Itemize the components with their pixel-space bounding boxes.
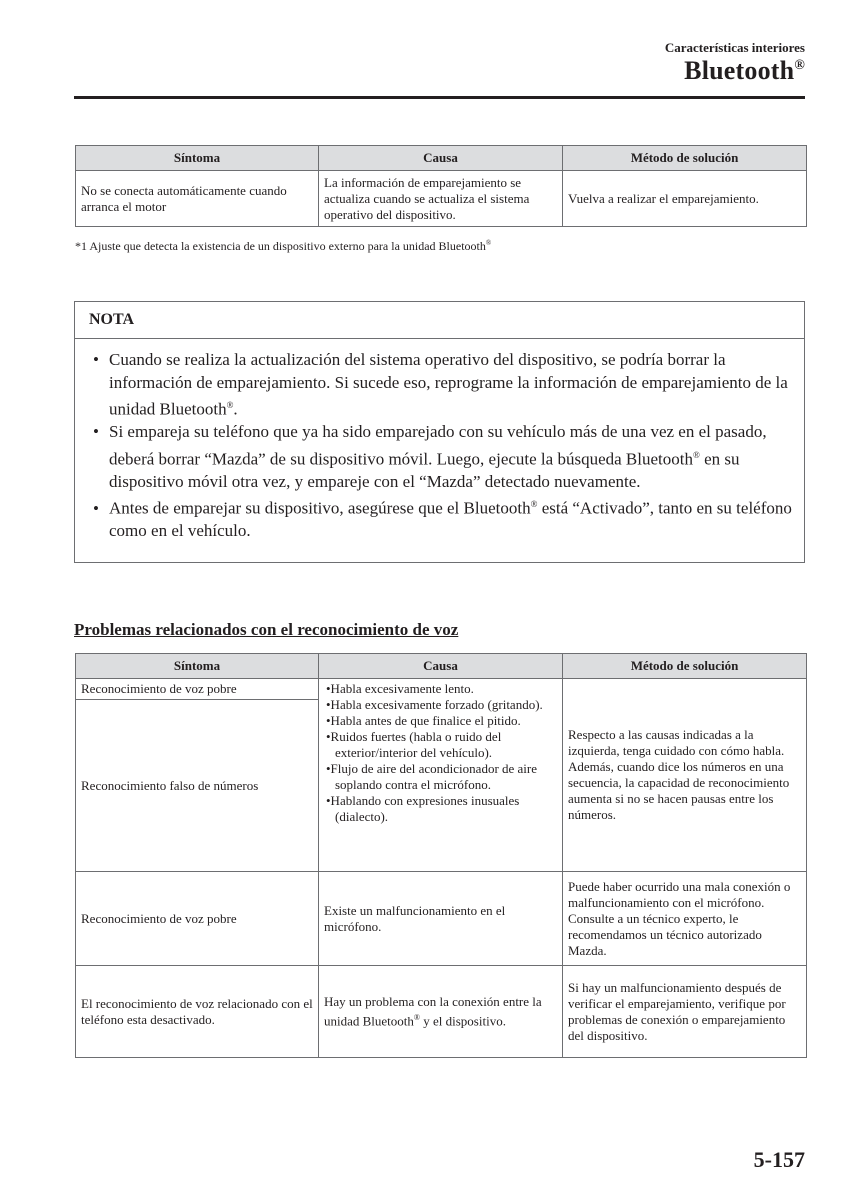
- table-row: [76, 679, 807, 700]
- cell-sintoma: Reconocimiento falso de números: [76, 700, 319, 872]
- list-item: •Habla excesivamente lento.: [326, 681, 474, 696]
- list-item: •Habla excesivamente forzado (gritando).: [326, 697, 543, 712]
- cell-sintoma: El reconocimiento de voz relacionado con el teléfono esta desactivado.: [76, 966, 319, 1058]
- note-heading: NOTA: [75, 302, 804, 339]
- note-text: en su dispositivo móvil otra vez, y empareje con el “Mazda” detectado nuevamente.: [109, 449, 740, 491]
- note-text: .: [233, 399, 238, 419]
- col-header-metodo: Método de solución: [563, 654, 807, 679]
- cell-causa: La información de emparejamiento se actualiza cuando se actualiza el sistema operativo del dispositivo.: [319, 171, 563, 227]
- list-item: [91, 493, 792, 543]
- cell-metodo: Vuelva a realizar el emparejamiento.: [563, 171, 807, 227]
- page-title: [684, 56, 805, 86]
- cell-metodo: Si hay un malfuncionamiento después de verificar el emparejamiento, verifique por problemas de conexión o emparejamiento del dispositivo.: [563, 966, 807, 1058]
- registered-mark: ®: [530, 499, 538, 510]
- table-header-row: [76, 654, 807, 679]
- list-item: •Hablando con expresiones inusuales (dialecto).: [326, 793, 520, 824]
- col-header-metodo: Método de solución: [563, 146, 807, 171]
- cell-sintoma: Reconocimiento de voz pobre: [76, 679, 319, 700]
- bullet-icon: •: [93, 350, 99, 369]
- symptom-table-2: [75, 653, 807, 1058]
- registered-mark: ®: [226, 400, 234, 410]
- bullet-icon: •: [93, 498, 99, 518]
- cell-causa: [319, 966, 563, 1058]
- footnote-text: *1 Ajuste que detecta la existencia de un dispositivo externo para la unidad Bluetooth: [75, 239, 486, 253]
- cell-causa: Existe un malfuncionamiento en el micrófono.: [319, 872, 563, 966]
- cell-sintoma: No se conecta automáticamente cuando arranca el motor: [76, 171, 319, 227]
- note-text: Si empareja su teléfono que ya ha sido emparejado con su vehículo más de una vez en el pasado, deberá borrar “Mazda” de su dispositivo móvil. Luego, ejecute la búsqueda Bluetooth: [109, 422, 767, 469]
- note-text: Antes de emparejar su dispositivo, asegúrese que el Bluetooth: [109, 498, 531, 518]
- registered-mark: ®: [794, 58, 805, 73]
- col-header-causa: Causa: [319, 654, 563, 679]
- cell-metodo: Puede haber ocurrido una mala conexión o malfuncionamiento con el micrófono. Consulte a un técnico experto, le recomendamos un técnico autorizado Mazda.: [563, 872, 807, 966]
- page-number: 5-157: [753, 1147, 805, 1172]
- col-header-sintoma: Síntoma: [76, 654, 319, 679]
- bullet-icon: •: [93, 422, 99, 442]
- list-item: •Flujo de aire del acondicionador de aire soplando contra el micrófono.: [326, 761, 538, 792]
- registered-mark: ®: [692, 449, 700, 460]
- footnote-registered-mark: ®: [485, 239, 492, 247]
- note-text: está “Activado”, tanto en su teléfono como en el vehículo.: [109, 498, 792, 541]
- table-row: [76, 966, 807, 1058]
- note-list: [75, 339, 804, 543]
- cell-text: Hay un problema con la conexión entre la unidad Bluetooth: [324, 993, 542, 1029]
- header-rule: [74, 96, 805, 99]
- footnote: [75, 239, 491, 254]
- cell-metodo: Respecto a las causas indicadas a la izquierda, tenga cuidado con cómo habla. Además, cuando dice los números en una secuencia, la capacidad de reconocimiento aumenta si no se hacen pausas entre los números.: [563, 679, 807, 872]
- note-text: Cuando se realiza la actualización del sistema operativo del dispositivo, se podría borrar la información de emparejamiento. Si sucede eso, reprograme la información de emparejamiento de la unidad Bluetooth: [109, 350, 788, 419]
- page-title-text: Bluetooth: [684, 56, 795, 85]
- registered-mark: ®: [413, 1012, 420, 1022]
- section-heading: Problemas relacionados con el reconocimiento de voz: [74, 620, 459, 639]
- note-box: [74, 301, 805, 563]
- list-item: [91, 421, 792, 493]
- table-header-row: [76, 146, 807, 171]
- cell-text: y el dispositivo.: [420, 1013, 506, 1029]
- list-item: •Ruidos fuertes (habla o ruido del exterior/interior del vehículo).: [326, 729, 502, 760]
- list-item: [91, 349, 792, 421]
- cell-sintoma: Reconocimiento de voz pobre: [76, 872, 319, 966]
- list-item: •Habla antes de que finalice el pitido.: [326, 713, 521, 728]
- cell-causa-list: [319, 679, 563, 872]
- col-header-causa: Causa: [319, 146, 563, 171]
- table-row: [76, 872, 807, 966]
- section-label: Características interiores: [664, 40, 805, 55]
- col-header-sintoma: Síntoma: [76, 146, 319, 171]
- symptom-table-1: [75, 145, 807, 227]
- table-row: [76, 171, 807, 227]
